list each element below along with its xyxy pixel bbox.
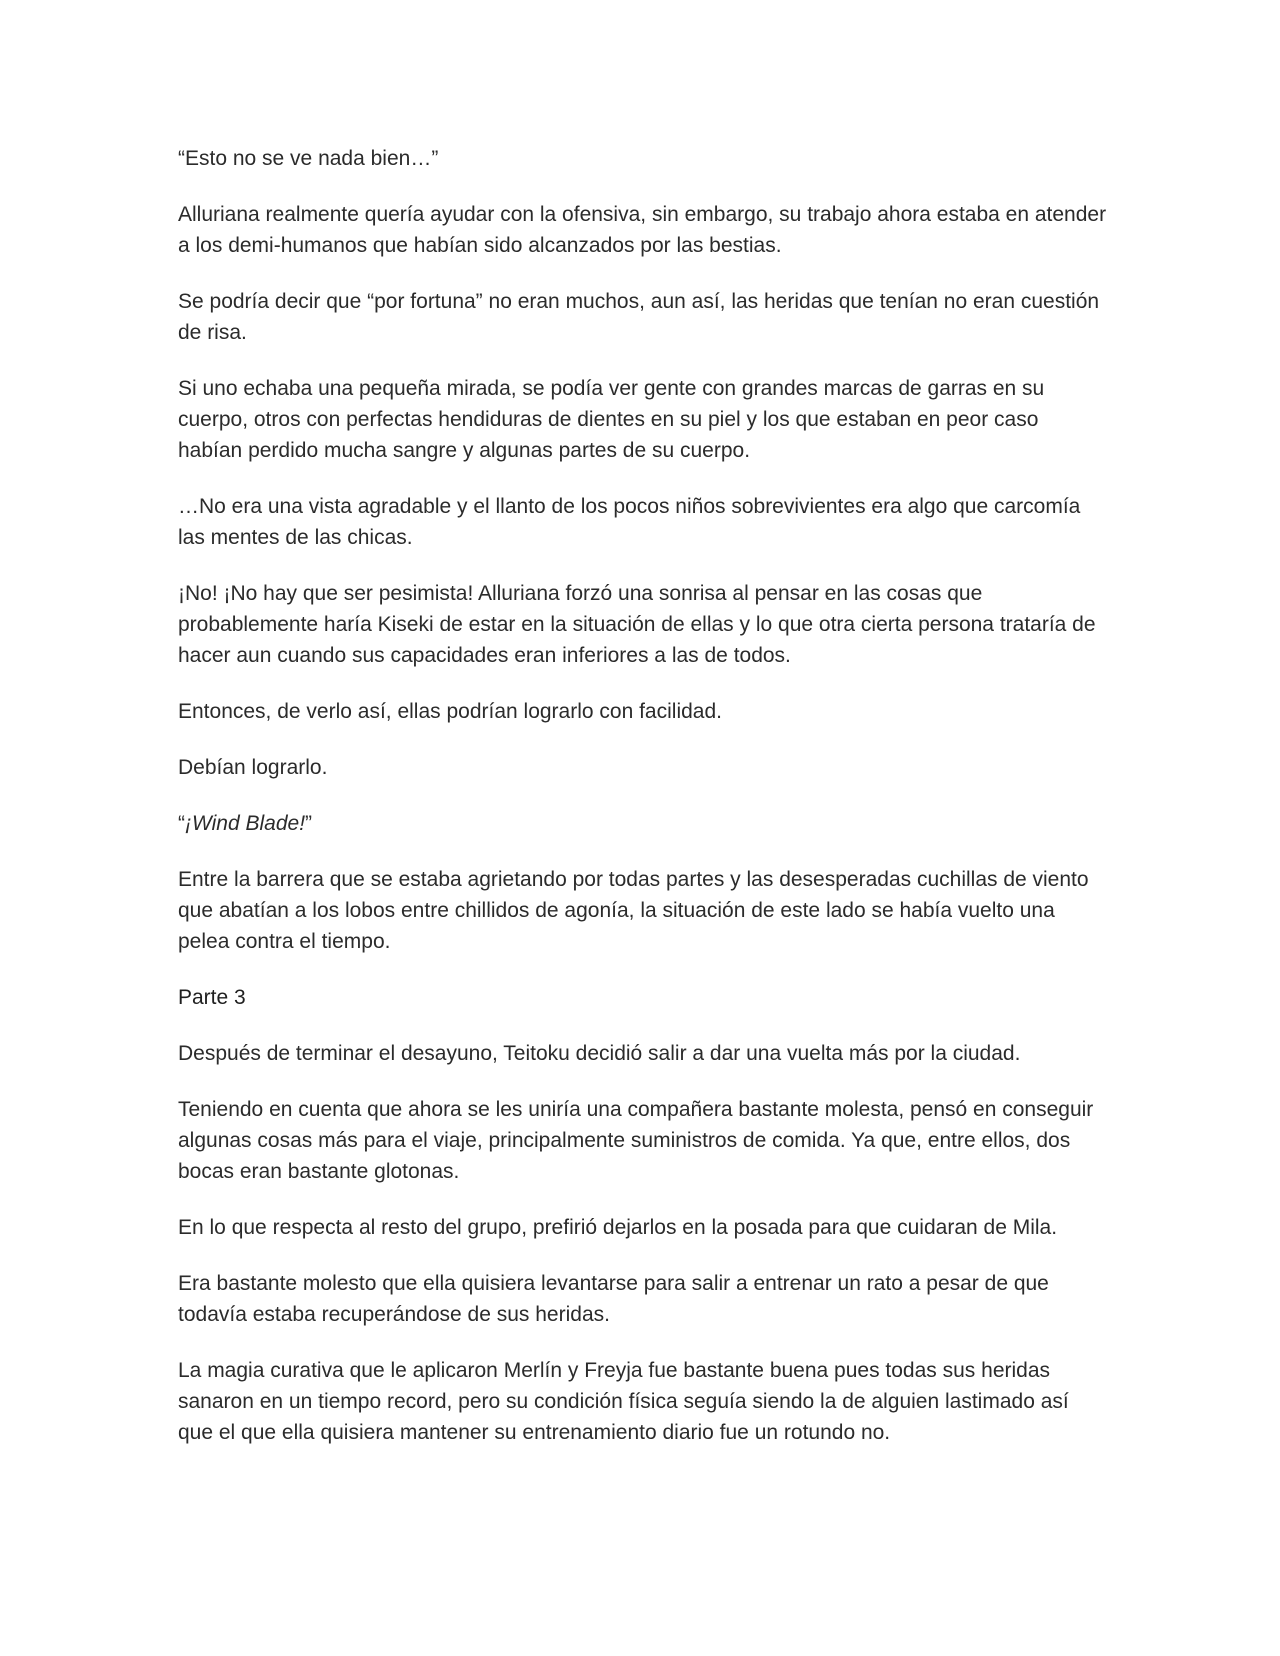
paragraph: Si uno echaba una pequeña mirada, se podía ver gente con grandes marcas de garras en su cuerpo, otros con perfectas hendiduras de dientes en su piel y los que estaban en peor caso habían perdido mucha sangre y algunas partes de su cuerpo.: [178, 377, 1045, 462]
paragraph: Era bastante molesto que ella quisiera levantarse para salir a entrenar un rato a pesar de que todavía estaba recuperándose de sus heridas.: [178, 1272, 1049, 1326]
spell-name: ¡Wind Blade!: [185, 812, 306, 835]
paragraph: Entonces, de verlo así, ellas podrían lograrlo con facilidad.: [178, 700, 722, 723]
section-heading: Parte 3: [178, 986, 246, 1009]
paragraph: …No era una vista agradable y el llanto de los pocos niños sobrevivientes era algo que carcomía las mentes de las chicas.: [178, 495, 1081, 549]
paragraph: Entre la barrera que se estaba agrietando por todas partes y las desesperadas cuchillas de viento que abatían a los lobos entre chillidos de agonía, la situación de este lado se había vuelto una pelea contra el tiempo.: [178, 868, 1089, 953]
paragraph: “Esto no se ve nada bien…”: [178, 147, 439, 170]
quote-close: ”: [305, 812, 313, 835]
paragraph: En lo que respecta al resto del grupo, prefirió dejarlos en la posada para que cuidaran de Mila.: [178, 1216, 1058, 1239]
paragraph: Alluriana realmente quería ayudar con la ofensiva, sin embargo, su trabajo ahora estaba en atender a los demi-humanos que habían sido alcanzados por las bestias.: [178, 203, 1107, 257]
paragraph: Después de terminar el desayuno, Teitoku decidió salir a dar una vuelta más por la ciudad.: [178, 1042, 1021, 1065]
quote-open: “: [178, 812, 185, 835]
document-page: [178, 143, 1108, 1473]
spell-quote: [178, 808, 1108, 839]
paragraph: Se podría decir que “por fortuna” no eran muchos, aun así, las heridas que tenían no eran cuestión de risa.: [178, 290, 1100, 344]
paragraph: Teniendo en cuenta que ahora se les uniría una compañera bastante molesta, pensó en conseguir algunas cosas más para el viaje, principalmente suministros de comida. Ya que, entre ellos, dos bocas eran bastante glotonas.: [178, 1098, 1094, 1183]
paragraph: ¡No! ¡No hay que ser pesimista! Alluriana forzó una sonrisa al pensar en las cosas que probablemente haría Kiseki de estar en la situación de ellas y lo que otra cierta persona trataría de hacer aun cuando sus capacidades eran inferiores a las de todos.: [178, 582, 1096, 667]
paragraph: Debían lograrlo.: [178, 756, 328, 779]
paragraph: La magia curativa que le aplicaron Merlín y Freyja fue bastante buena pues todas sus heridas sanaron en un tiempo record, pero su condición física seguía siendo la de alguien lastimado así que el que ella quisiera mantener su entrenamiento diario fue un rotundo no.: [178, 1359, 1069, 1444]
